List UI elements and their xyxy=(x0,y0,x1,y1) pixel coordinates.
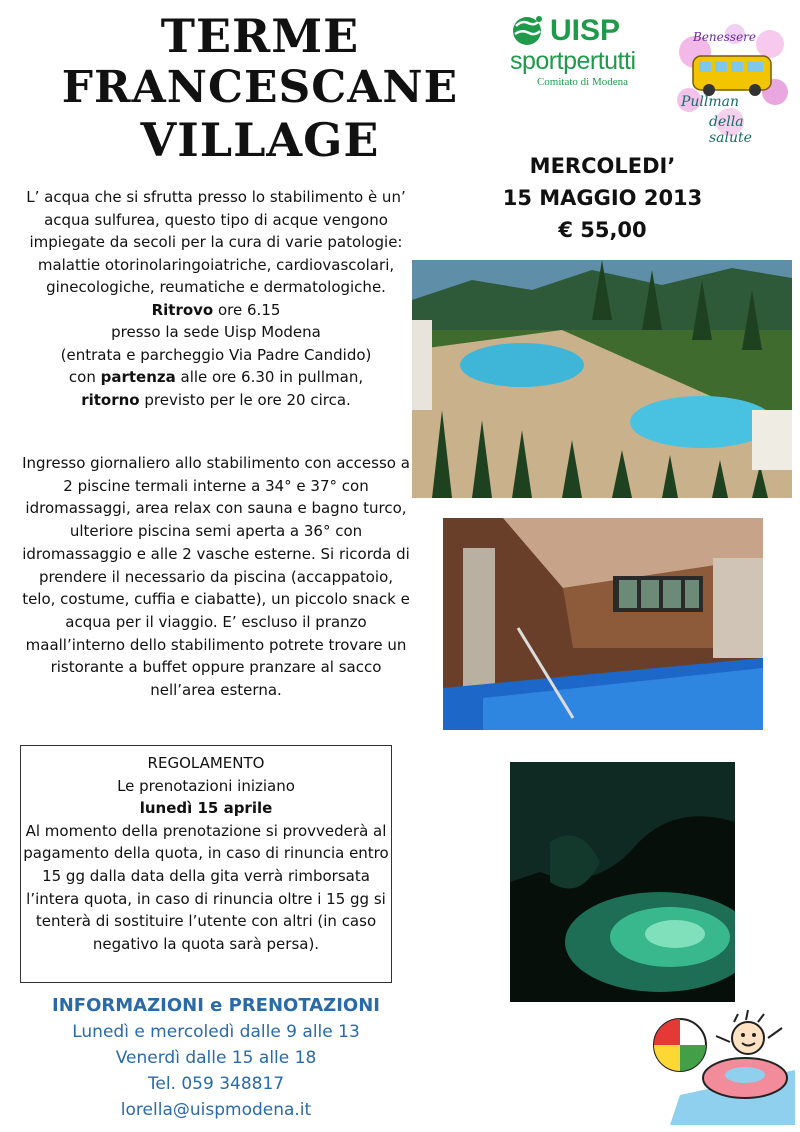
ritrovo-label: Ritrovo xyxy=(151,300,214,319)
info-heading: INFORMAZIONI e PRENOTAZIONI xyxy=(52,995,380,1016)
title-line-3: VILLAGE xyxy=(140,113,380,167)
uisp-tagline: sportpertutti xyxy=(510,47,636,75)
ritrovo-line xyxy=(20,299,412,322)
pullman-top-text: Benessere xyxy=(693,30,757,44)
pullman-logo xyxy=(675,22,790,146)
title-line-1: TERME xyxy=(160,9,360,63)
ritorno-post: previsto per le ore 20 circa. xyxy=(139,390,351,409)
info-hours-1: Lunedì e mercoledì dalle 9 alle 13 xyxy=(72,1022,360,1042)
ritrovo-place: presso la sede Uisp Modena xyxy=(111,323,321,341)
cave-pool-photo xyxy=(510,762,735,1002)
event-day: MERCOLEDI’ xyxy=(529,154,676,178)
event-date: 15 MAGGIO 2013 xyxy=(502,186,703,210)
outdoor-pools-photo xyxy=(412,260,792,498)
regolamento-heading: REGOLAMENTO xyxy=(147,754,265,772)
partenza-post: alle ore 6.30 in pullman, xyxy=(175,368,364,386)
regolamento-start-date: lunedì 15 aprile xyxy=(139,799,273,818)
ritrovo-access: (entrata e parcheggio Via Padre Candido) xyxy=(60,345,372,364)
intro-description: L’ acqua che si sfrutta presso lo stabilimento è un’ acqua sulfurea, questo tipo di acque vengono impiegate da secoli per la cura di varie patologie: malattie otorinolaringoiatriche, cardiovascolari, ginecologiche, reumatiche e dermatologiche. xyxy=(26,188,406,296)
title-line-2: FRANCESCANE xyxy=(61,62,459,113)
ritorno-label: ritorno xyxy=(81,390,140,409)
uisp-committee: Comitato di Modena xyxy=(536,76,629,88)
info-section xyxy=(20,993,412,1123)
regolamento-text: Al momento della prenotazione si provvederà al pagamento della quota, in caso di rinuncia entro 15 gg dalla data della gita verrà rimborsata l’intera quota, in caso di rinuncia oltre i 15 gg si tenterà di sostituire l’utente con altri (in caso negativo la quota sarà persa). xyxy=(23,821,389,953)
partenza-line xyxy=(20,366,412,389)
info-hours-2: Venerdì dalle 15 alle 18 xyxy=(115,1048,317,1068)
ritrovo-time: ore 6.15 xyxy=(213,300,281,319)
globe-icon xyxy=(510,14,546,48)
uisp-name: UISP xyxy=(550,14,621,47)
info-email: lorella@uispmodena.it xyxy=(120,1100,312,1120)
partenza-pre: con xyxy=(68,368,101,386)
ingresso-paragraph: Ingresso giornaliero allo stabilimento con accesso a 2 piscine termali interne a 34° e 37° con idromassaggi, area relax con sauna e bagno turco, ulteriore piscina semi aperta a 36° con idromassaggio e alle 2 vasche esterne. Si ricorda di prendere il necessario da piscina (accappatoio, telo, costume, cuffia e ciabatte), un piccolo snack e acqua per il viaggio. E’ escluso il pranzo maall’interno dello stabilimento potrete trovare un ristorante a buffet oppure pranzare al sacco nell’area esterna. xyxy=(22,454,410,700)
event-price: € 55,00 xyxy=(558,218,647,242)
intro-section xyxy=(20,186,412,411)
pullman-text-1: Pullman xyxy=(681,94,740,110)
indoor-pool-photo xyxy=(443,518,763,730)
page-title xyxy=(20,10,500,166)
partenza-label: partenza xyxy=(100,368,176,386)
ritorno-line xyxy=(20,389,412,412)
event-date-block xyxy=(490,150,715,246)
pullman-text-2: della salute xyxy=(709,114,752,146)
regolamento-box xyxy=(20,745,392,983)
regolamento-line1: Le prenotazioni iniziano xyxy=(117,776,295,795)
uisp-logo xyxy=(510,14,655,104)
swimmer-cartoon xyxy=(650,1000,795,1125)
info-phone: Tel. 059 348817 xyxy=(147,1074,285,1094)
